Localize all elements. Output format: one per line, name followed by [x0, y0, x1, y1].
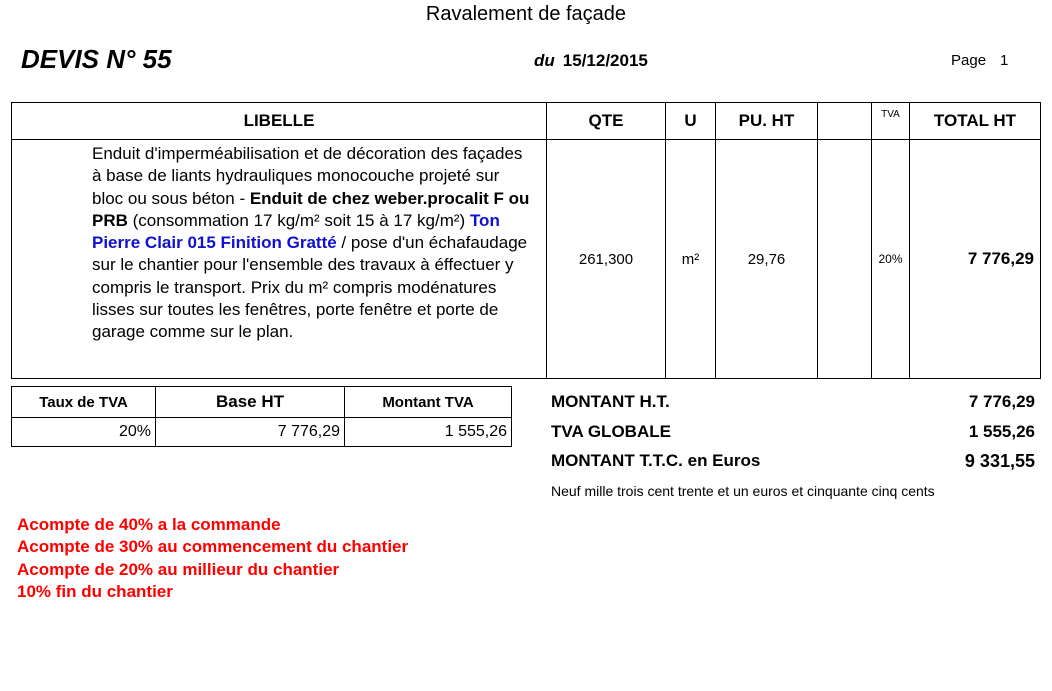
- payment-term-item: Acompte de 20% au millieur du chantier: [17, 559, 340, 579]
- tva-amount-cell: 1 555,26: [345, 418, 512, 447]
- document-title: Ravalement de façade: [425, 3, 627, 25]
- payment-terms: [17, 514, 408, 603]
- cell-qte: 261,300: [547, 140, 666, 379]
- col-libelle: LIBELLE: [12, 103, 547, 140]
- payment-term-item: Acompte de 40% a la commande: [17, 515, 281, 534]
- cell-empty: [818, 140, 872, 379]
- summary-ttc-row: [551, 451, 1035, 472]
- desc-text: pose d'un échafaudage sur le chantier pour l'ensemble des travaux à éffectuer y compris le transport. Prix du m² compris modénatures lisses sur toutes les fenêtres, porte fenêtre et porte de garage comme sur le plan.: [92, 233, 528, 342]
- summary-ht-value: 7 776,29: [968, 392, 1035, 411]
- summary-tva-label: TVA GLOBALE: [551, 422, 671, 441]
- col-pu-ht: PU. HT: [716, 103, 818, 140]
- col-total-ht: TOTAL HT: [910, 103, 1041, 140]
- payment-term-item: Acompte de 30% au commencement du chantier: [17, 537, 409, 557]
- cell-total-ht: 7 776,29: [910, 140, 1041, 379]
- page-number: 1: [1000, 52, 1009, 69]
- tva-rate-cell: 20%: [12, 418, 156, 447]
- summary-ht-row: [551, 392, 1035, 412]
- table-row: [12, 140, 1041, 379]
- summary-ttc-value: 9 331,55: [964, 451, 1035, 471]
- desc-bold-text: Enduit de chez weber.procalit F ou PRB: [92, 188, 530, 230]
- col-unit: U: [666, 103, 716, 140]
- summary-ht-label: MONTANT H.T.: [551, 392, 670, 411]
- devis-date: [534, 51, 648, 71]
- col-tva: TVA: [872, 103, 910, 140]
- cell-unit: m²: [666, 140, 716, 379]
- page-indicator: [951, 52, 1008, 69]
- table-row: [12, 418, 512, 447]
- cell-pu-ht: 29,76: [716, 140, 818, 379]
- tva-table: [11, 386, 512, 447]
- tva-amount-header: Montant TVA: [345, 387, 512, 418]
- desc-text: Enduit d'imperméabilisation et de décoration des façades à base de liants hydrauliques monocouche projeté sur bloc ou sous béton -: [92, 144, 523, 208]
- base-ht-cell: 7 776,29: [156, 418, 345, 447]
- item-description: [92, 143, 532, 344]
- date-prefix: du: [534, 51, 555, 70]
- cell-tva: 20%: [872, 140, 910, 379]
- quote-table-header: [12, 103, 1041, 140]
- payment-term-item: 10% fin du chantier: [17, 581, 173, 601]
- desc-blue-text: Ton Pierre Clair 015 Finition Gratté: [92, 210, 500, 253]
- desc-separator: /: [336, 233, 351, 253]
- summary-ttc-label: MONTANT T.T.C. en Euros: [551, 451, 761, 470]
- amount-in-words: Neuf mille trois cent trente et un euros et cinquante cinq cents: [551, 483, 935, 499]
- col-empty: [818, 103, 872, 140]
- quote-table: [11, 102, 1041, 379]
- base-ht-header: Base HT: [156, 387, 345, 418]
- date-value: 15/12/2015: [562, 51, 648, 70]
- devis-number: DEVIS N° 55: [21, 44, 172, 74]
- summary-tva-row: [551, 422, 1035, 442]
- tva-table-header: [12, 387, 512, 418]
- desc-text: (consommation 17 kg/m² soit 15 à 17 kg/m²): [127, 210, 470, 230]
- page-label: Page: [951, 52, 987, 69]
- tva-rate-header: Taux de TVA: [12, 387, 156, 418]
- summary-tva-value: 1 555,26: [968, 422, 1035, 441]
- col-qte: QTE: [547, 103, 666, 140]
- cell-libelle: [12, 140, 547, 379]
